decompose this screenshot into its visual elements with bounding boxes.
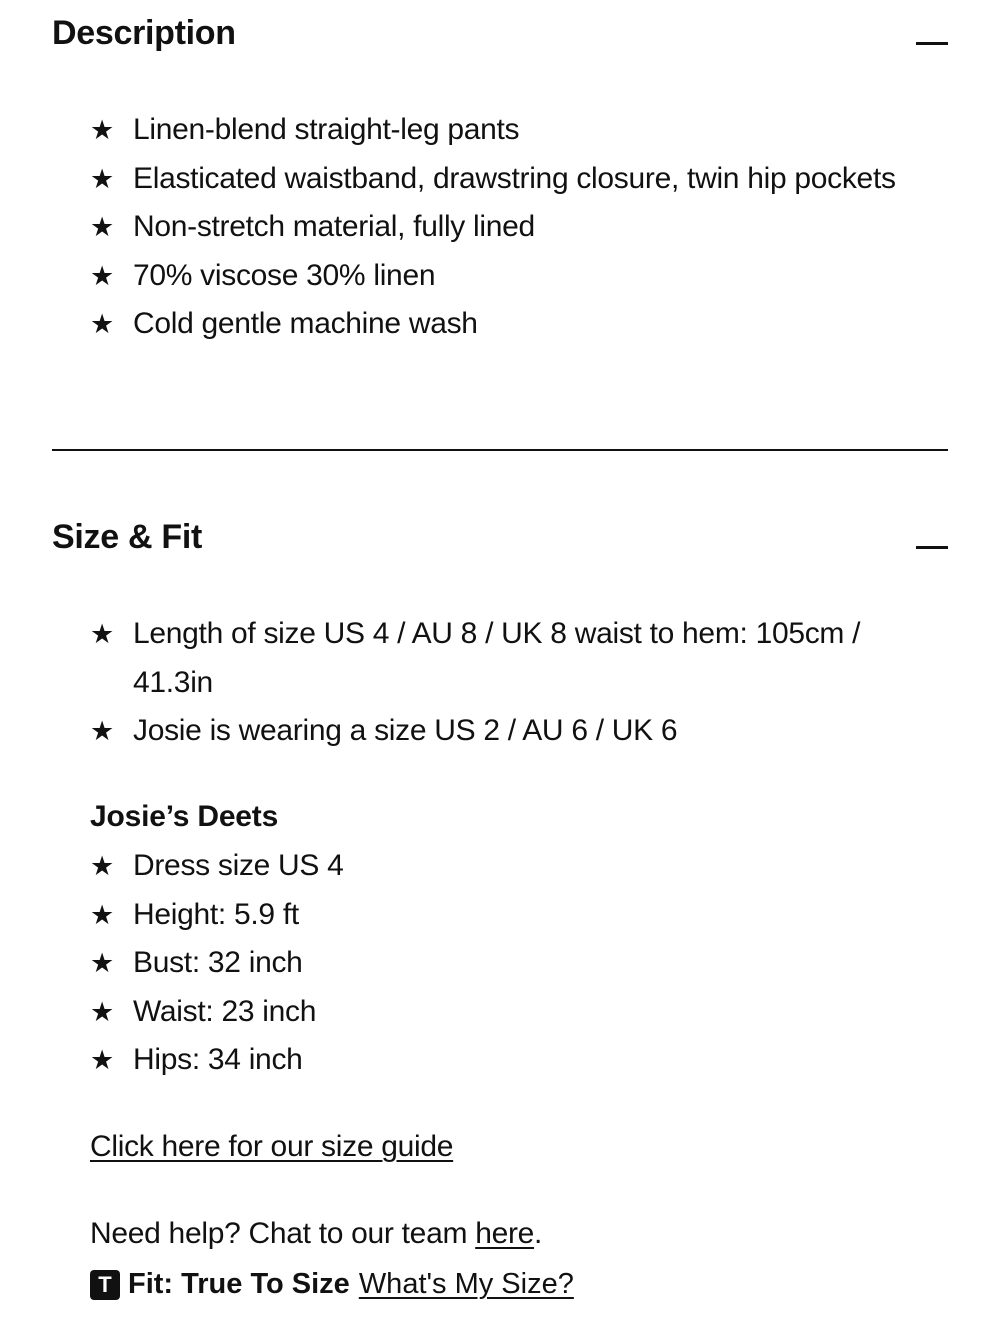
star-icon: ★ bbox=[90, 851, 114, 881]
list-item: ★ Cold gentle machine wash bbox=[90, 300, 920, 349]
size-fit-title: Size & Fit bbox=[52, 518, 203, 556]
star-icon: ★ bbox=[90, 996, 114, 1027]
star-icon: ★ bbox=[90, 309, 114, 339]
list-item: ★ Linen-blend straight-leg pants bbox=[90, 106, 920, 155]
list-item: ★ Josie is wearing a size US 2 / AU 6 / UK 6 bbox=[90, 707, 920, 756]
list-item: ★ Bust: 32 inch bbox=[90, 939, 920, 988]
size-fit-collapse-minus-icon[interactable] bbox=[916, 546, 948, 549]
help-row bbox=[90, 1217, 542, 1251]
size-fit-list bbox=[90, 610, 920, 756]
star-icon: ★ bbox=[90, 163, 114, 194]
star-icon: ★ bbox=[90, 260, 114, 291]
list-item: ★ 70% viscose 30% linen bbox=[90, 252, 920, 301]
star-icon: ★ bbox=[90, 899, 114, 930]
star-icon: ★ bbox=[90, 716, 114, 746]
star-icon: ★ bbox=[90, 619, 114, 649]
list-item: ★ Hips: 34 inch bbox=[90, 1036, 920, 1085]
help-text: Need help? Chat to our team bbox=[90, 1217, 476, 1250]
list-item: ★ Waist: 23 inch bbox=[90, 988, 920, 1037]
section-divider bbox=[52, 449, 948, 451]
true-to-size-badge-icon: T bbox=[90, 1270, 120, 1300]
list-item: ★ Length of size US 4 / AU 8 / UK 8 waist to hem: 105cm / 41.3in bbox=[90, 610, 920, 707]
description-title: Description bbox=[52, 14, 236, 52]
description-header[interactable] bbox=[52, 14, 948, 62]
star-icon: ★ bbox=[90, 115, 114, 145]
size-guide-link[interactable]: Click here for our size guide bbox=[90, 1130, 454, 1163]
list-item: ★ Height: 5.9 ft bbox=[90, 891, 920, 940]
star-icon: ★ bbox=[90, 1045, 114, 1075]
star-icon: ★ bbox=[90, 948, 114, 978]
deets-list bbox=[90, 842, 920, 1085]
size-guide-row bbox=[90, 1130, 453, 1164]
list-item: ★ Dress size US 4 bbox=[90, 842, 920, 891]
description-collapse-minus-icon[interactable] bbox=[916, 42, 948, 45]
list-item: ★ Elasticated waistband, drawstring closure, twin hip pockets bbox=[90, 155, 920, 204]
whats-my-size-link[interactable]: What's My Size? bbox=[358, 1268, 574, 1300]
help-chat-link[interactable]: here bbox=[475, 1217, 535, 1250]
fit-label: Fit: True To Size bbox=[128, 1268, 350, 1300]
star-icon: ★ bbox=[90, 212, 114, 242]
description-list bbox=[90, 106, 920, 349]
list-item: ★ Non-stretch material, fully lined bbox=[90, 203, 920, 252]
help-end: . bbox=[534, 1217, 543, 1250]
size-fit-header[interactable] bbox=[52, 518, 948, 566]
deets-title: Josie’s Deets bbox=[90, 800, 279, 833]
fit-row bbox=[90, 1268, 574, 1301]
